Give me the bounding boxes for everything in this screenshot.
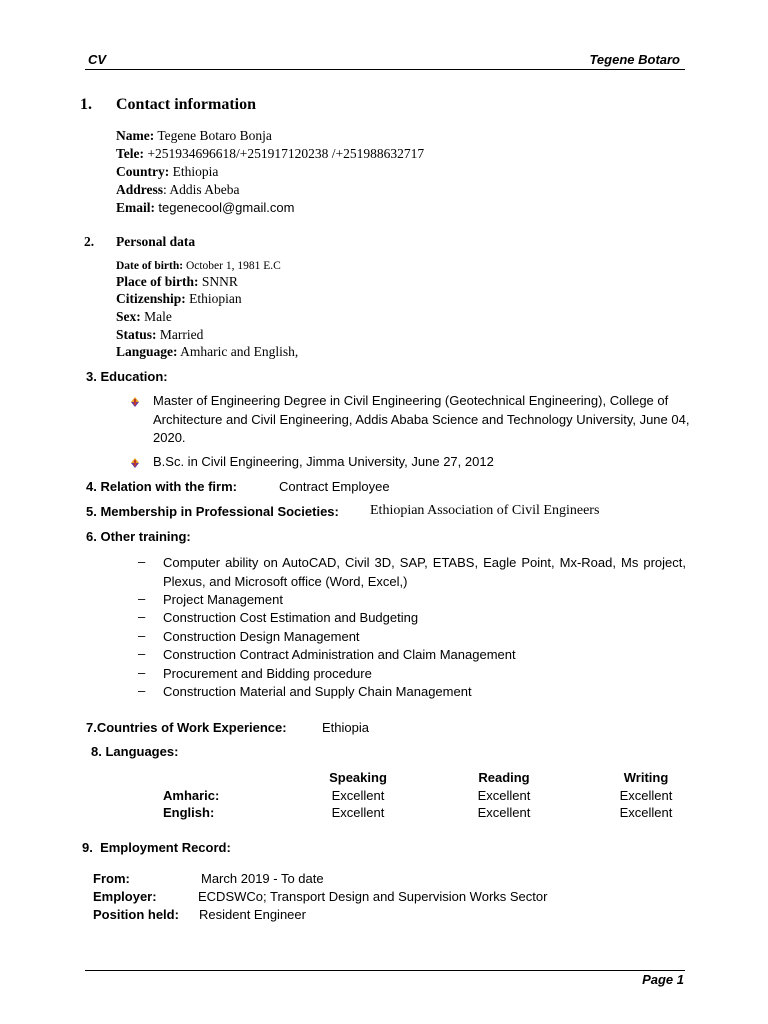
status-line bbox=[116, 326, 203, 344]
training-item: Construction Contract Administration and Claim Management bbox=[163, 647, 516, 662]
training-dash: – bbox=[138, 628, 146, 643]
employment-heading: 9. Employment Record: bbox=[82, 840, 231, 855]
training-dash: – bbox=[138, 683, 146, 698]
address-label: Address bbox=[116, 182, 164, 197]
employment-employer-value: ECDSWCo; Transport Design and Supervision Works Sector bbox=[198, 889, 548, 904]
sex-value: Male bbox=[144, 309, 172, 324]
name-label: Name: bbox=[116, 128, 155, 143]
pob-value: SNNR bbox=[201, 274, 238, 289]
languages-cell: Excellent bbox=[477, 805, 531, 820]
languages-cell: Excellent bbox=[477, 788, 531, 803]
language-label: Language: bbox=[116, 344, 178, 359]
header-cv-label: CV bbox=[88, 52, 107, 67]
employment-employer-label: Employer: bbox=[93, 889, 157, 904]
languages-cell: Excellent bbox=[619, 805, 673, 820]
employment-from-value: March 2019 - To date bbox=[201, 871, 324, 886]
languages-row-name: English: bbox=[163, 805, 215, 820]
employment-from-label: From: bbox=[93, 871, 130, 886]
training-heading: 6. Other training: bbox=[86, 529, 191, 544]
language-line bbox=[116, 343, 298, 361]
languages-col-speaking: Speaking bbox=[329, 770, 387, 785]
contact-country-line bbox=[116, 163, 218, 181]
contact-address-line bbox=[116, 181, 240, 199]
membership-value: Ethiopian Association of Civil Engineers bbox=[370, 503, 600, 518]
tele-value: +251934696618/+251917120238 /+251988632717 bbox=[147, 146, 425, 161]
relation-value: Contract Employee bbox=[279, 479, 390, 494]
section-2-title: Personal data bbox=[116, 234, 196, 249]
contact-name-line bbox=[116, 127, 272, 145]
header-rule bbox=[85, 69, 685, 70]
education-heading: 3. Education: bbox=[86, 369, 168, 384]
bullet-arrow-icon bbox=[129, 457, 141, 469]
pob-line bbox=[116, 273, 238, 291]
membership-heading: 5. Membership in Professional Societies: bbox=[86, 504, 339, 519]
email-label: Email: bbox=[116, 200, 155, 215]
sex-label: Sex: bbox=[116, 309, 141, 324]
languages-row-name: Amharic: bbox=[163, 788, 220, 803]
citizenship-value: Ethiopian bbox=[189, 291, 242, 306]
footer-rule bbox=[85, 970, 685, 971]
country-value: Ethiopia bbox=[172, 164, 219, 179]
education-item: B.Sc. in Civil Engineering, Jimma University, June 27, 2012 bbox=[153, 454, 494, 469]
tele-label: Tele: bbox=[116, 146, 144, 161]
section-2-number: 2. bbox=[84, 234, 95, 249]
section-1-number: 1. bbox=[80, 96, 92, 113]
languages-col-reading: Reading bbox=[478, 770, 530, 785]
training-item: Construction Material and Supply Chain Management bbox=[163, 684, 472, 699]
training-item: Procurement and Bidding procedure bbox=[163, 666, 372, 681]
contact-email-line bbox=[116, 199, 294, 217]
relation-heading: 4. Relation with the firm: bbox=[86, 479, 237, 494]
training-dash: – bbox=[138, 554, 146, 569]
countries-heading: 7.Countries of Work Experience: bbox=[86, 720, 287, 735]
citizenship-label: Citizenship: bbox=[116, 291, 186, 306]
training-dash: – bbox=[138, 591, 146, 606]
citizenship-line bbox=[116, 290, 242, 308]
page-number: Page 1 bbox=[642, 972, 684, 987]
education-item: Master of Engineering Degree in Civil Engineering (Geotechnical Engineering), College of Architecture and Civil Engineering, Addis Ababa Science and Technology University, June 04, 2020. bbox=[153, 393, 690, 445]
email-value[interactable]: tegenecool@gmail.com bbox=[158, 200, 295, 215]
languages-cell: Excellent bbox=[331, 805, 385, 820]
status-label: Status: bbox=[116, 327, 157, 342]
training-item: Construction Design Management bbox=[163, 629, 360, 644]
languages-heading: 8. Languages: bbox=[91, 744, 179, 759]
languages-cell: Excellent bbox=[331, 788, 385, 803]
countries-value: Ethiopia bbox=[322, 720, 369, 735]
section-1-title: Contact information bbox=[116, 96, 256, 113]
training-dash: – bbox=[138, 665, 146, 680]
country-label: Country: bbox=[116, 164, 170, 179]
training-item: Project Management bbox=[163, 592, 283, 607]
address-value: : Addis Abeba bbox=[163, 182, 240, 197]
sex-line bbox=[116, 308, 172, 326]
status-value: Married bbox=[159, 327, 204, 342]
languages-col-writing: Writing bbox=[623, 770, 669, 785]
training-dash: – bbox=[138, 609, 146, 624]
language-value: Amharic and English, bbox=[180, 344, 299, 359]
bullet-arrow-icon bbox=[129, 396, 141, 408]
training-item: Construction Cost Estimation and Budgeting bbox=[163, 610, 419, 625]
name-value: Tegene Botaro Bonja bbox=[157, 128, 272, 143]
training-item: Computer ability on AutoCAD, Civil 3D, SAP, ETABS, Eagle Point, Mx-Road, Ms project, Plexus, and Microsoft office (Word, Excel,) bbox=[163, 555, 686, 589]
contact-tele-line bbox=[116, 145, 424, 163]
dob-value: October 1, 1981 E.C bbox=[185, 260, 281, 272]
employment-position-label: Position held: bbox=[93, 907, 179, 922]
dob-label: Date of birth: bbox=[116, 260, 184, 272]
pob-label: Place of birth: bbox=[116, 274, 199, 289]
header-author-name: Tegene Botaro bbox=[589, 52, 680, 67]
employment-position-value: Resident Engineer bbox=[199, 907, 306, 922]
training-dash: – bbox=[138, 646, 146, 661]
languages-cell: Excellent bbox=[619, 788, 673, 803]
